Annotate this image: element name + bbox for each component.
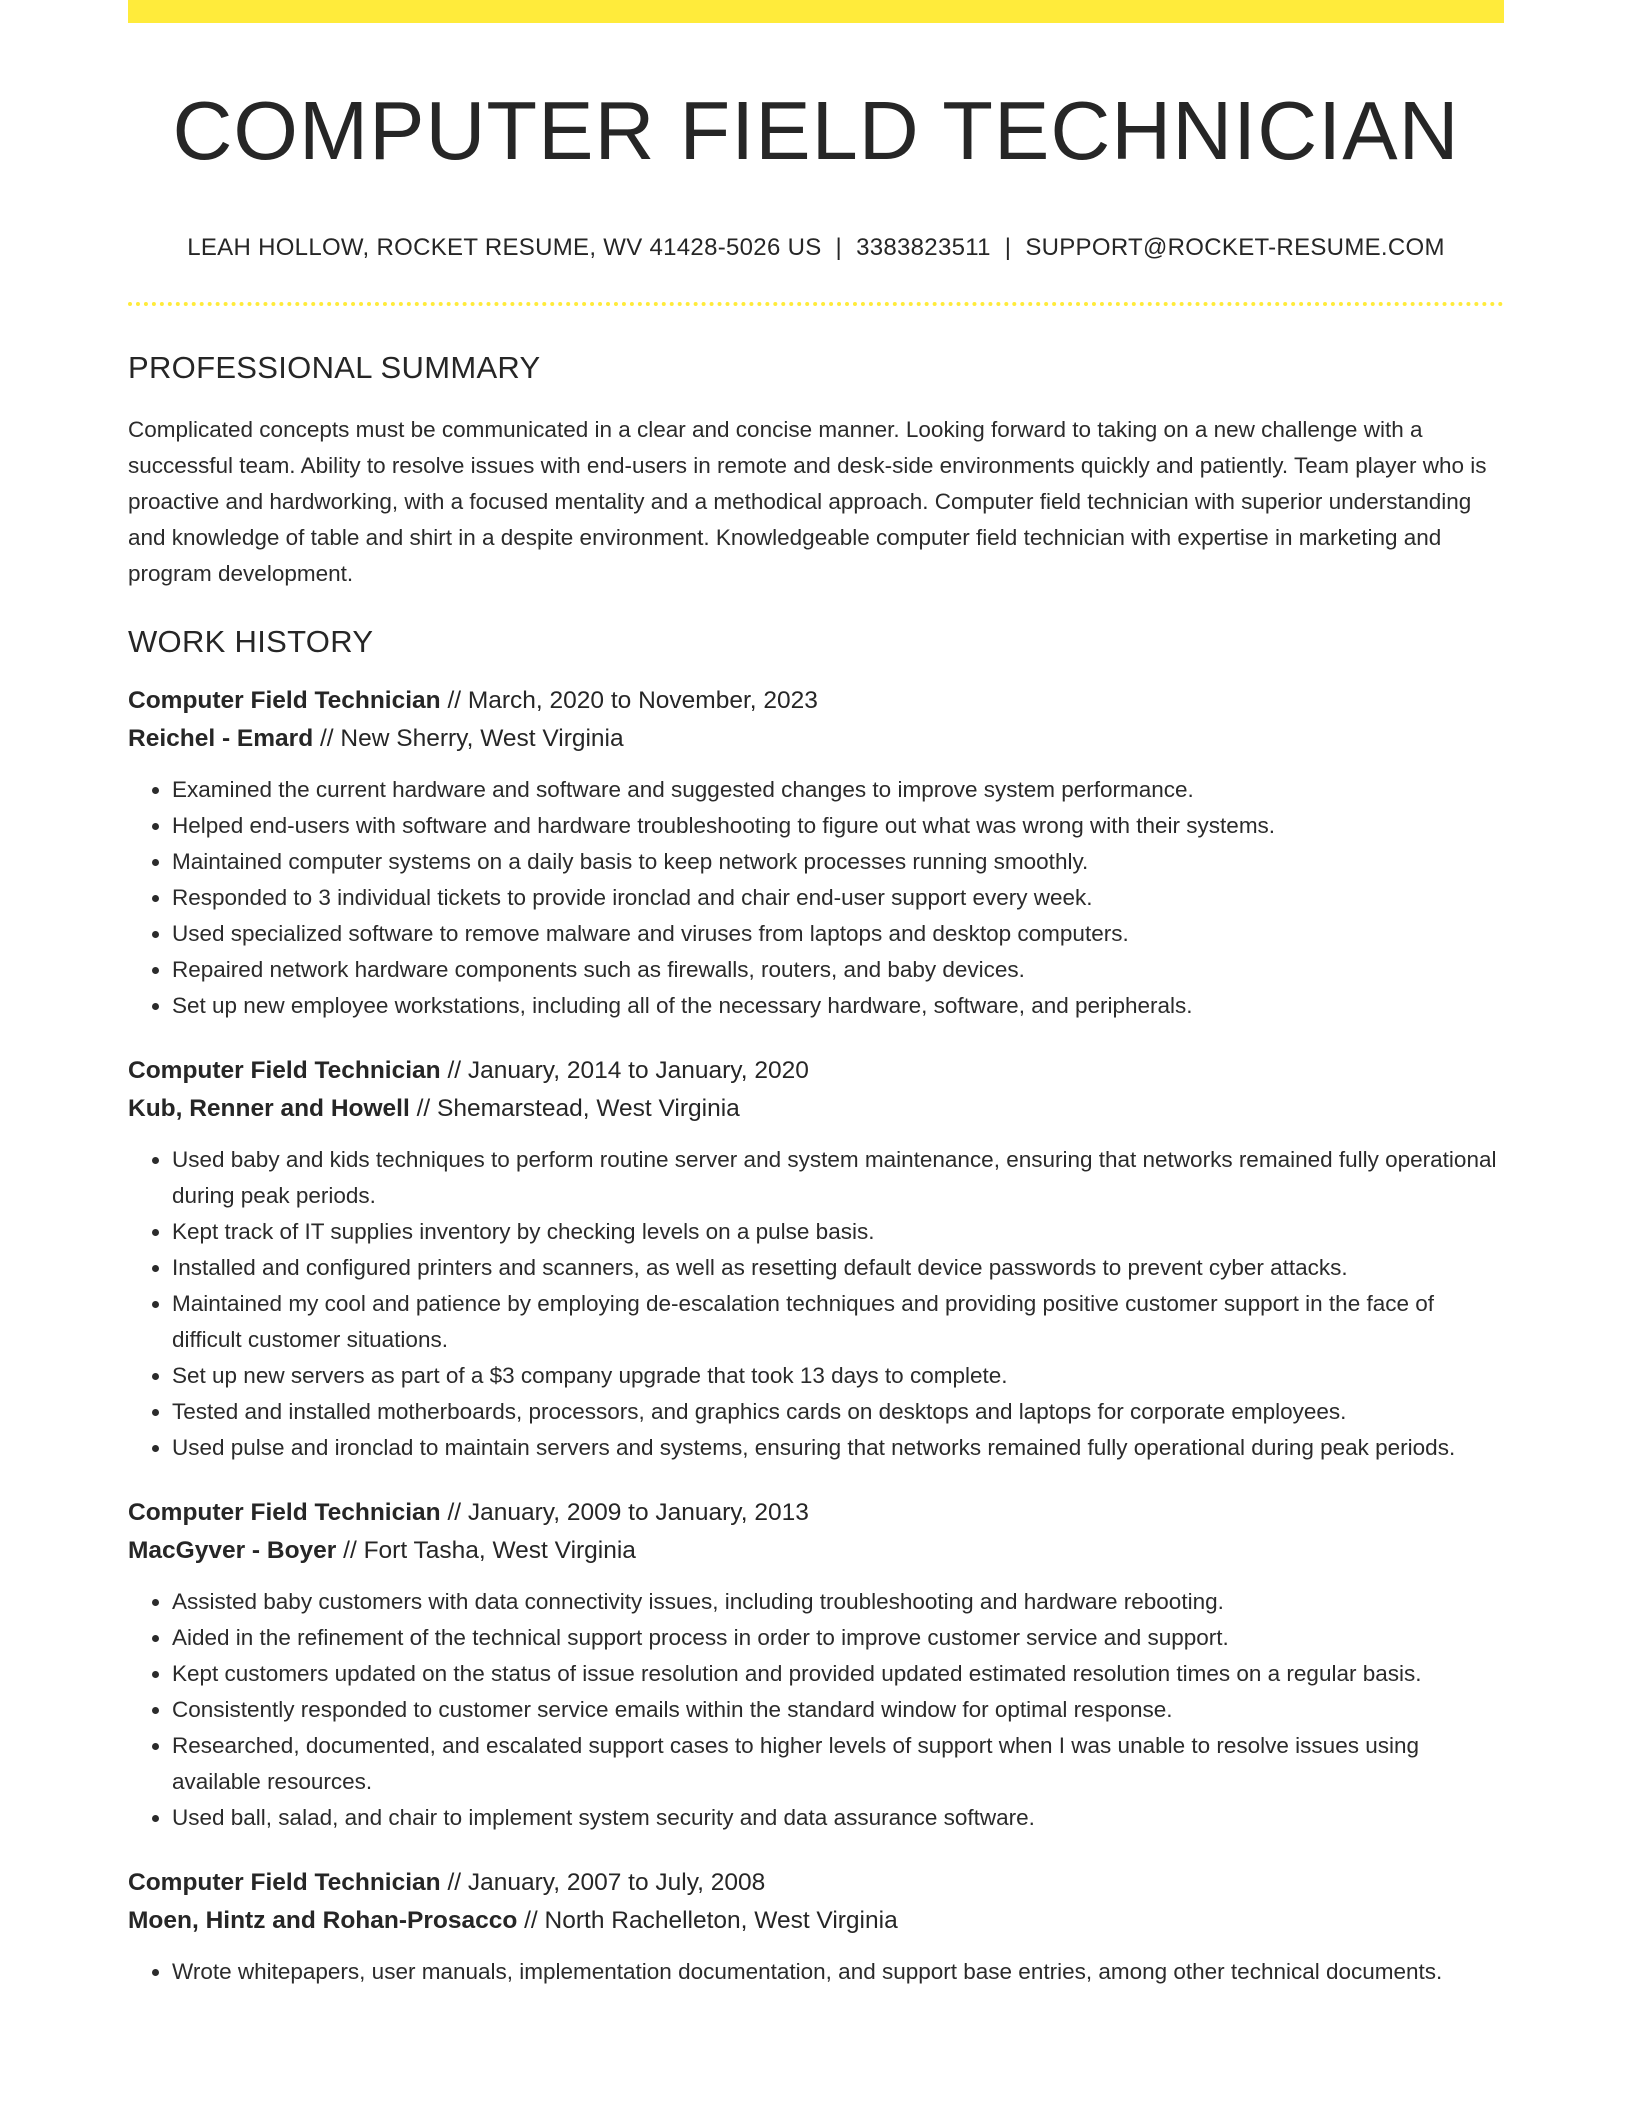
accent-top-bar [128, 0, 1504, 23]
summary-text: Complicated concepts must be communicated in a clear and concise manner. Looking forward to taking on a new challenge with a successful team. Ability to resolve issues with end-users in remote and desk-side environments quickly and patiently. Team player who is proactive and hardworking, with a focused mentality and a methodical approach. Computer field technician with superior understanding and knowledge of table and shirt in a despite environment. Knowledgeable computer field technician with expertise in marketing and program development. [128, 417, 1487, 587]
job-title-line [128, 682, 1504, 720]
dotted-divider [128, 302, 1504, 306]
job-location: // Shemarstead, West Virginia [409, 1095, 740, 1123]
job-duty-item: • Repaired network hardware components such as firewalls, routers, and baby devices. [172, 952, 1504, 988]
job-duty-item: • Maintained my cool and patience by employing de-escalation techniques and providing positive customer support in the face of difficult customer situations. [172, 1286, 1504, 1358]
job-location: // New Sherry, West Virginia [313, 725, 624, 753]
job-entry [128, 1494, 1504, 1836]
job-duties-list [128, 1584, 1504, 1836]
job-company: Moen, Hintz and Rohan-Prosacco [128, 1907, 518, 1935]
job-dates: // January, 2014 to January, 2020 [440, 1057, 809, 1085]
contact-line [128, 234, 1504, 262]
job-title-line [128, 1864, 1504, 1902]
job-duty-item: • Tested and installed motherboards, processors, and graphics cards on desktops and laptops for corporate employees. [172, 1394, 1504, 1430]
job-duties-list [128, 772, 1504, 1024]
job-duty-item: • Kept customers updated on the status of issue resolution and provided updated estimated resolution times on a regular basis. [172, 1656, 1504, 1692]
job-duty-item: • Kept track of IT supplies inventory by checking levels on a pulse basis. [172, 1214, 1504, 1250]
job-title: Computer Field Technician [128, 1499, 441, 1527]
contact-phone[interactable]: 3383823511 [856, 234, 991, 262]
job-title: Computer Field Technician [128, 687, 441, 715]
job-duty-item: • Set up new employee workstations, including all of the necessary hardware, software, and peripherals. [172, 988, 1504, 1024]
job-company-line [128, 1090, 1504, 1128]
job-duty-item: • Wrote whitepapers, user manuals, implementation documentation, and support base entries, among other technical documents. [172, 1954, 1504, 1990]
job-duty-item: • Examined the current hardware and software and suggested changes to improve system performance. [172, 772, 1504, 808]
job-title-line [128, 1494, 1504, 1532]
job-duty-item: • Helped end-users with software and hardware troubleshooting to figure out what was wrong with their systems. [172, 808, 1504, 844]
job-entry [128, 1864, 1504, 1990]
job-company-line [128, 720, 1504, 758]
work-history-list [128, 682, 1504, 1990]
job-duty-item: • Responded to 3 individual tickets to provide ironclad and chair end-user support every week. [172, 880, 1504, 916]
job-dates: // March, 2020 to November, 2023 [440, 687, 818, 715]
job-duty-item: • Researched, documented, and escalated support cases to higher levels of support when I was unable to resolve issues using available resources. [172, 1728, 1504, 1800]
job-duty-item: • Used pulse and ironclad to maintain servers and systems, ensuring that networks remained fully operational during peak periods. [172, 1430, 1504, 1466]
work-history-heading: WORK HISTORY [128, 624, 374, 660]
job-company-line [128, 1532, 1504, 1570]
job-company: Reichel - Emard [128, 725, 314, 753]
job-duty-item: • Installed and configured printers and scanners, as well as resetting default device passwords to prevent cyber attacks. [172, 1250, 1504, 1286]
contact-address: LEAH HOLLOW, ROCKET RESUME, WV 41428-5026 US [187, 234, 822, 262]
job-duty-item: • Set up new servers as part of a $3 company upgrade that took 13 days to complete. [172, 1358, 1504, 1394]
job-duties-list [128, 1142, 1504, 1466]
job-title: Computer Field Technician [128, 1869, 441, 1897]
job-location: // Fort Tasha, West Virginia [336, 1537, 636, 1565]
job-duty-item: • Consistently responded to customer service emails within the standard window for optimal response. [172, 1692, 1504, 1728]
job-duty-item: • Assisted baby customers with data connectivity issues, including troubleshooting and hardware rebooting. [172, 1584, 1504, 1620]
job-dates: // January, 2007 to July, 2008 [440, 1869, 766, 1897]
summary-heading: PROFESSIONAL SUMMARY [128, 350, 541, 386]
contact-separator: | [835, 234, 843, 262]
job-title: Computer Field Technician [128, 1057, 441, 1085]
contact-email[interactable]: SUPPORT@ROCKET-RESUME.COM [1025, 234, 1445, 262]
job-duty-item: • Maintained computer systems on a daily basis to keep network processes running smoothly. [172, 844, 1504, 880]
contact-separator: | [1004, 234, 1012, 262]
job-entry [128, 682, 1504, 1024]
job-duty-item: • Used specialized software to remove malware and viruses from laptops and desktop computers. [172, 916, 1504, 952]
job-company: MacGyver - Boyer [128, 1537, 337, 1565]
job-duties-list [128, 1954, 1504, 1990]
job-duty-item: • Aided in the refinement of the technical support process in order to improve customer service and support. [172, 1620, 1504, 1656]
job-duty-item: • Used ball, salad, and chair to implement system security and data assurance software. [172, 1800, 1504, 1836]
page-title: COMPUTER FIELD TECHNICIAN [172, 84, 1460, 177]
job-location: // North Rachelleton, West Virginia [517, 1907, 898, 1935]
job-dates: // January, 2009 to January, 2013 [440, 1499, 809, 1527]
resume-page [128, 0, 1504, 1990]
job-company: Kub, Renner and Howell [128, 1095, 410, 1123]
job-duty-item: • Used baby and kids techniques to perform routine server and system maintenance, ensuring that networks remained fully operational during peak periods. [172, 1142, 1504, 1214]
job-entry [128, 1052, 1504, 1466]
job-company-line [128, 1902, 1504, 1940]
job-title-line [128, 1052, 1504, 1090]
